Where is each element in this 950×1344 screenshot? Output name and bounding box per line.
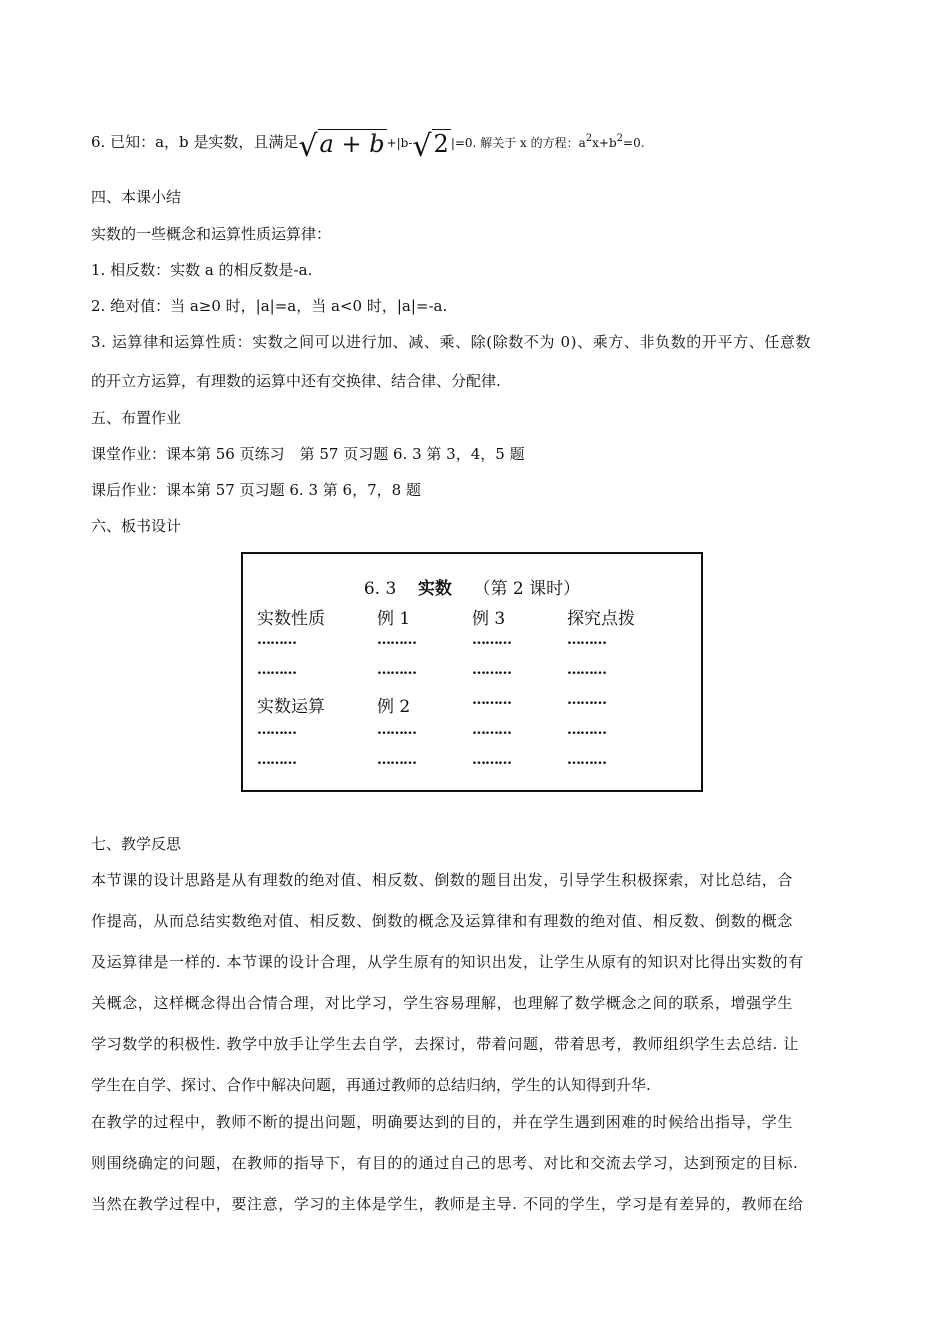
board-dots: ……… [567, 752, 606, 768]
reflection-p2-line: 当然在教学过程中，要注意，学习的主体是学生，教师是主导. 不同的学生，学习是有差异的，教师在给 [91, 1195, 804, 1213]
reflection-p1-line: 学习数学的积极性. 教学中放手让学生去自学，去探讨，带着问题，带着思考，教师组织学生去总结. 让 [91, 1035, 799, 1053]
board-dots: ……… [472, 692, 511, 708]
board-dots: ……… [567, 662, 606, 678]
board-dots: ……… [257, 632, 296, 648]
board-title: 6. 3 实数 （第 2 课时） [363, 579, 581, 599]
summary-item-2: 2. 绝对值：当 a≥0 时，|a|=a，当 a<0 时，|a|=-a. [91, 297, 448, 315]
board-col2-header: 例 1 [377, 609, 411, 629]
problem-6-prefix: 6. 已知：a，b 是实数，且满足 [91, 133, 299, 151]
problem-6-suffix: |=0. 解关于 x 的方程：$a^2x+b^2=0$. [450, 133, 645, 150]
reflection-p2-line: 在教学的过程中，教师不断的提出问题，明确要达到的目的，并在学生遇到困难的时候给出指导，学生 [91, 1113, 794, 1131]
board-dots: ……… [472, 632, 511, 648]
board-dots: ……… [377, 752, 416, 768]
reflection-p1-line: 学生在自学、探讨、合作中解决问题，再通过教师的总结归纳，学生的认知得到升华. [91, 1076, 651, 1094]
summary-item-3-line-2: 的开立方运算，有理数的运算中还有交换律、结合律、分配律. [91, 372, 501, 390]
classwork-text: 课堂作业：课本第 56 页练习 第 57 页习题 6. 3 第 3，4，5 题 [91, 445, 525, 463]
board-dots: ……… [567, 692, 606, 708]
section-5-heading: 五、布置作业 [91, 409, 182, 427]
summary-item-3-line-1: 3. 运算律和运算性质：实数之间可以进行加、减、乘、除(除数不为 0)、乘方、非负数的开平方、任意数 [91, 333, 812, 351]
board-dots: ……… [257, 662, 296, 678]
reflection-p1-line: 关概念，这样概念得出合情合理，对比学习，学生容易理解，也理解了数学概念之间的联系，增强学生 [91, 994, 794, 1012]
board-col1-section2: 实数运算 [257, 697, 325, 717]
board-dots: ……… [257, 752, 296, 768]
board-dots: ……… [472, 752, 511, 768]
board-dots: ……… [472, 722, 511, 738]
blackboard-design-box [241, 552, 703, 792]
sqrt-a-plus-b: √a + b [298, 129, 385, 164]
board-dots: ……… [472, 662, 511, 678]
board-col3-header: 例 3 [472, 609, 506, 629]
section-4-intro: 实数的一些概念和运算性质运算律： [91, 225, 332, 243]
summary-item-1: 1. 相反数：实数 a 的相反数是-a. [91, 261, 313, 279]
board-dots: ……… [257, 722, 296, 738]
board-dots: ……… [377, 632, 416, 648]
board-dots: ……… [567, 722, 606, 738]
abs-open: +|b- [386, 136, 413, 150]
reflection-p1-line: 作提高，从而总结实数绝对值、相反数、倒数的概念及运算律和有理数的绝对值、相反数、倒数的概念 [91, 912, 794, 930]
board-dots: ……… [567, 632, 606, 648]
reflection-p1-line: 及运算律是一样的. 本节课的设计合理，从学生原有的知识出发，让学生从原有的知识对比得出实数的有 [91, 953, 804, 971]
board-dots: ……… [377, 662, 416, 678]
board-col1-header: 实数性质 [257, 609, 325, 629]
board-col4-header: 探究点拨 [567, 609, 635, 629]
section-4-heading: 四、本课小结 [91, 188, 182, 206]
problem-6 [91, 128, 645, 164]
sqrt-2: √2 [412, 129, 449, 164]
reflection-p2-line: 则围绕确定的问题，在教师的指导下，有目的的通过自己的思考、对比和交流去学习，达到预定的目标. [91, 1154, 799, 1172]
section-7-heading: 七、教学反思 [91, 835, 182, 853]
board-col2-section2: 例 2 [377, 697, 411, 717]
board-dots: ……… [377, 722, 416, 738]
homework-text: 课后作业：课本第 57 页习题 6. 3 第 6，7，8 题 [91, 481, 421, 499]
reflection-p1-line: 本节课的设计思路是从有理数的绝对值、相反数、倒数的题目出发，引导学生积极探索，对比总结，合 [91, 871, 794, 889]
section-6-heading: 六、板书设计 [91, 517, 182, 535]
